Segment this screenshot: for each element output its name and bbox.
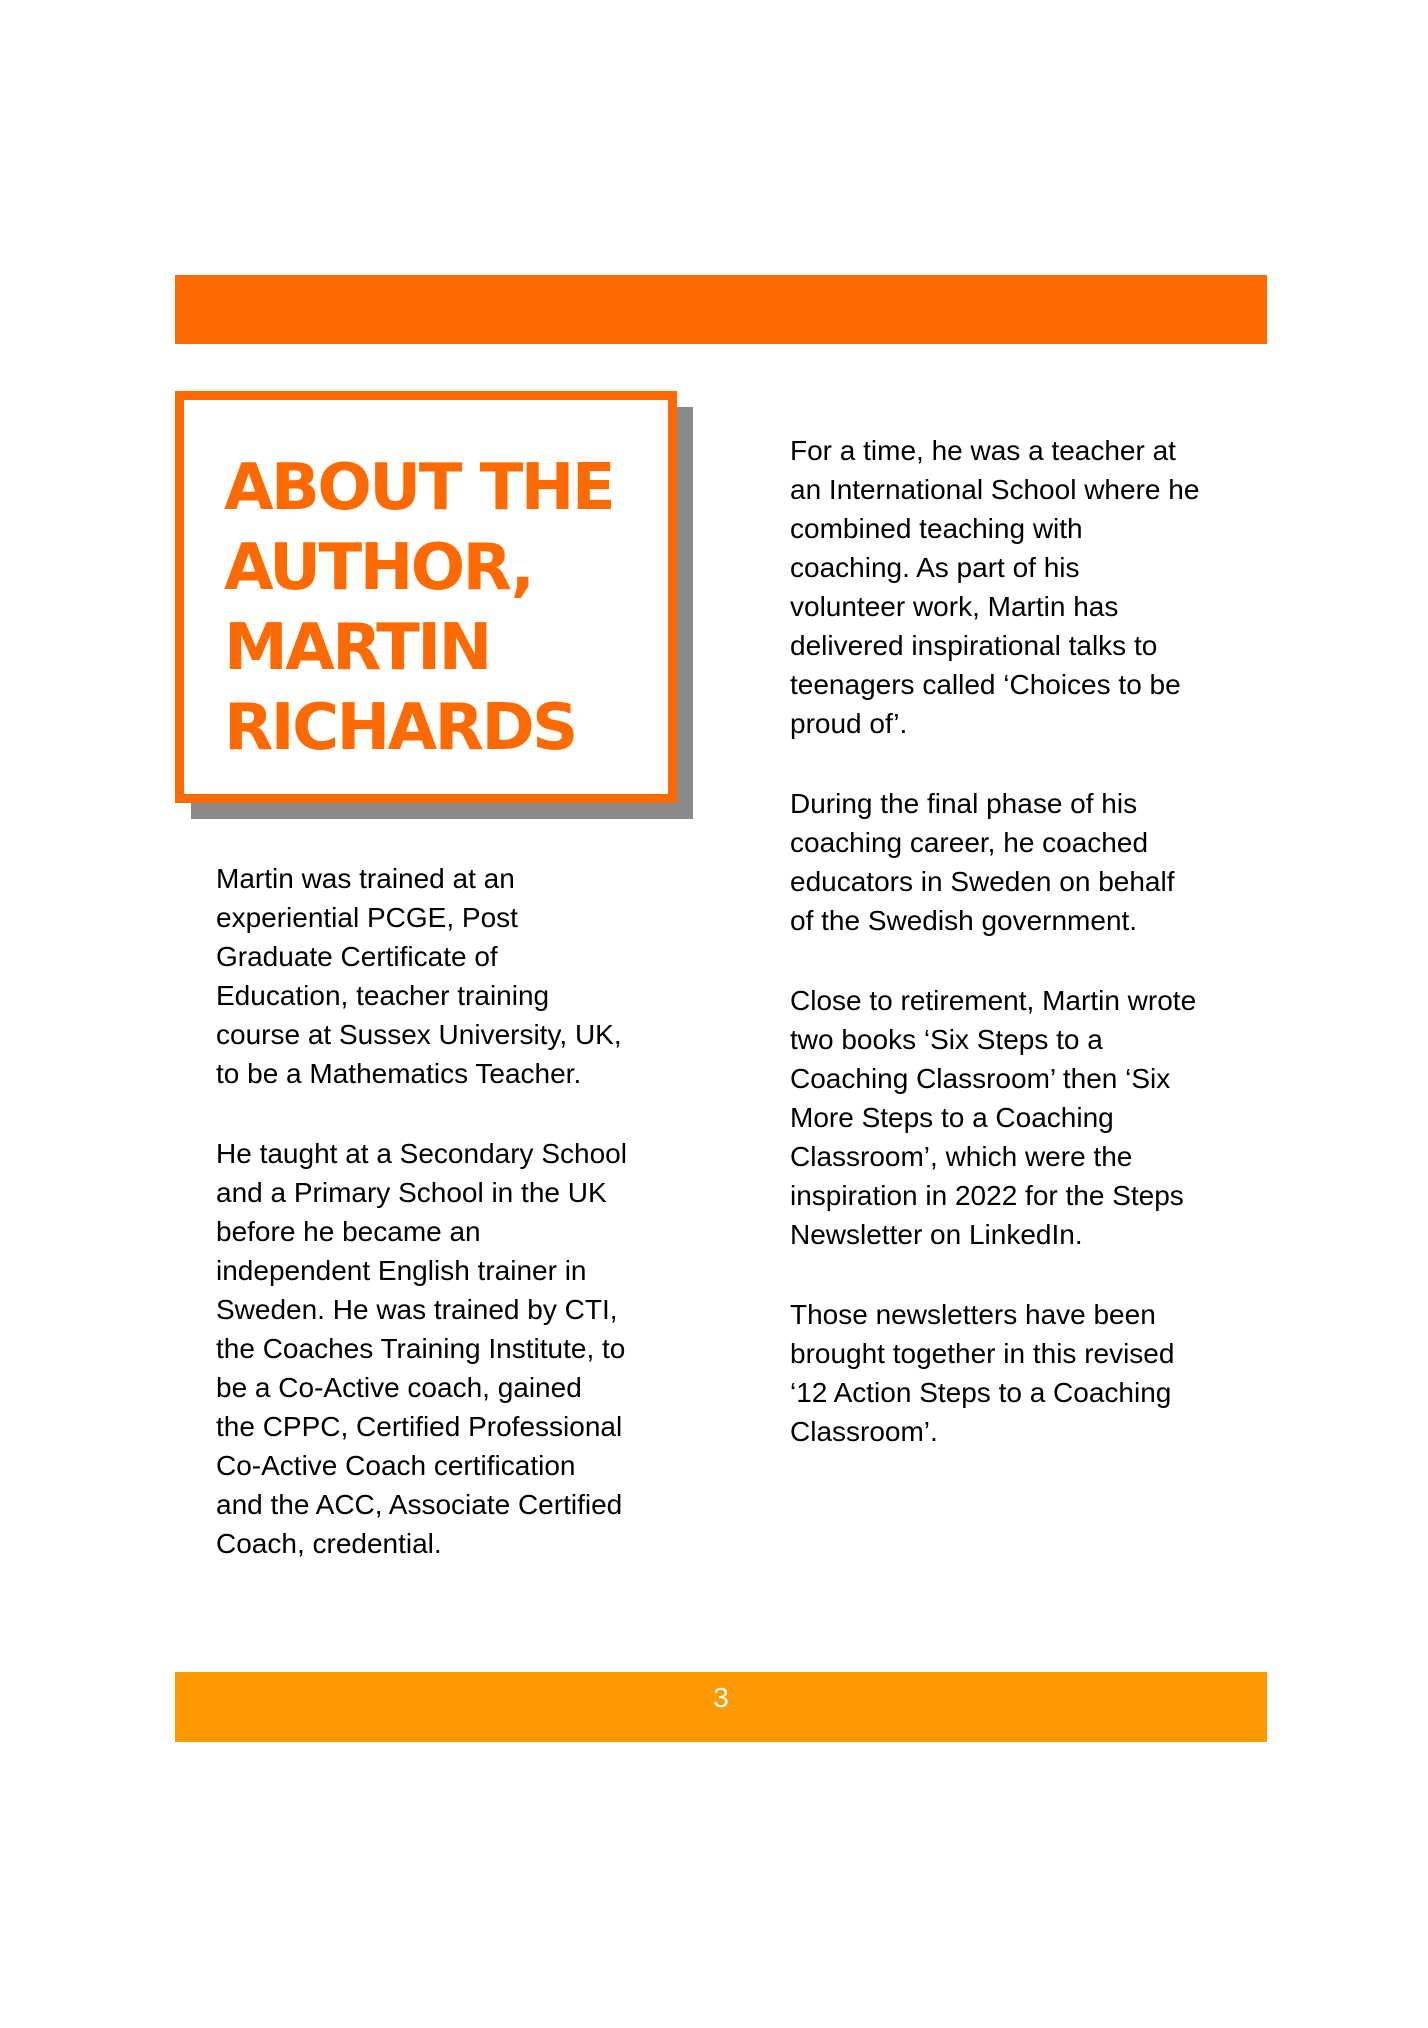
text-line: For a time, he was a teacher at	[790, 435, 1176, 466]
text-line: coaching career, he coached	[790, 827, 1149, 858]
text-line: volunteer work, Martin has	[790, 591, 1119, 622]
text-line: the CPPC, Certified Professional	[216, 1411, 623, 1442]
title-box	[175, 391, 677, 803]
text-line: ‘12 Action Steps to a Coaching	[790, 1377, 1172, 1408]
page-number: 3	[713, 1682, 729, 1713]
text-line: Coach, credential.	[216, 1528, 442, 1559]
text-line: More Steps to a Coaching	[790, 1102, 1114, 1133]
paragraph-training	[216, 859, 686, 1093]
text-line: combined teaching with	[790, 513, 1083, 544]
text-line: teenagers called ‘Choices to be	[790, 669, 1181, 700]
text-line: inspiration in 2022 for the Steps	[790, 1180, 1184, 1211]
text-line: proud of’.	[790, 708, 908, 739]
text-line: coaching. As part of his	[790, 552, 1080, 583]
text-line: Those newsletters have been	[790, 1299, 1156, 1330]
page-title	[224, 448, 644, 768]
text-line: Newsletter on LinkedIn.	[790, 1219, 1083, 1250]
text-line: Classroom’, which were the	[790, 1141, 1133, 1172]
text-line: the Coaches Training Institute, to	[216, 1333, 626, 1364]
right-column	[790, 431, 1250, 1492]
text-line: He taught at a Secondary School	[216, 1138, 627, 1169]
header-band	[175, 275, 1267, 344]
text-line: brought together in this revised	[790, 1338, 1175, 1369]
text-line: educators in Sweden on behalf	[790, 866, 1175, 897]
text-line: Sweden. He was trained by CTI,	[216, 1294, 618, 1325]
paragraph-career	[216, 1134, 686, 1563]
text-line: two books ‘Six Steps to a	[790, 1024, 1103, 1055]
paragraph-books	[790, 981, 1250, 1254]
text-line: an International School where he	[790, 474, 1200, 505]
text-line: of the Swedish government.	[790, 905, 1138, 936]
text-line: before he became an	[216, 1216, 481, 1247]
paragraph-newsletters	[790, 1295, 1250, 1451]
left-column	[216, 859, 686, 1604]
text-line: course at Sussex University, UK,	[216, 1019, 622, 1050]
text-line: Education, teacher training	[216, 980, 550, 1011]
paragraph-international-school	[790, 431, 1250, 743]
text-line: Close to retirement, Martin wrote	[790, 985, 1197, 1016]
text-line: Co-Active Coach certification	[216, 1450, 576, 1481]
text-line: and the ACC, Associate Certified	[216, 1489, 623, 1520]
title-line: ABOUT THE	[224, 451, 614, 525]
text-line: to be a Mathematics Teacher.	[216, 1058, 582, 1089]
text-line: and a Primary School in the UK	[216, 1177, 607, 1208]
text-line: During the final phase of his	[790, 788, 1138, 819]
title-line: MARTIN	[224, 611, 490, 685]
title-line: RICHARDS	[224, 691, 576, 765]
text-line: Coaching Classroom’ then ‘Six	[790, 1063, 1171, 1094]
text-line: Martin was trained at an	[216, 863, 515, 894]
text-line: independent English trainer in	[216, 1255, 587, 1286]
text-line: Classroom’.	[790, 1416, 938, 1447]
text-line: be a Co-Active coach, gained	[216, 1372, 582, 1403]
paragraph-final-phase	[790, 784, 1250, 940]
title-line: AUTHOR,	[224, 531, 533, 605]
text-line: experiential PCGE, Post	[216, 902, 518, 933]
footer-band	[175, 1672, 1267, 1742]
text-line: delivered inspirational talks to	[790, 630, 1158, 661]
text-line: Graduate Certificate of	[216, 941, 498, 972]
